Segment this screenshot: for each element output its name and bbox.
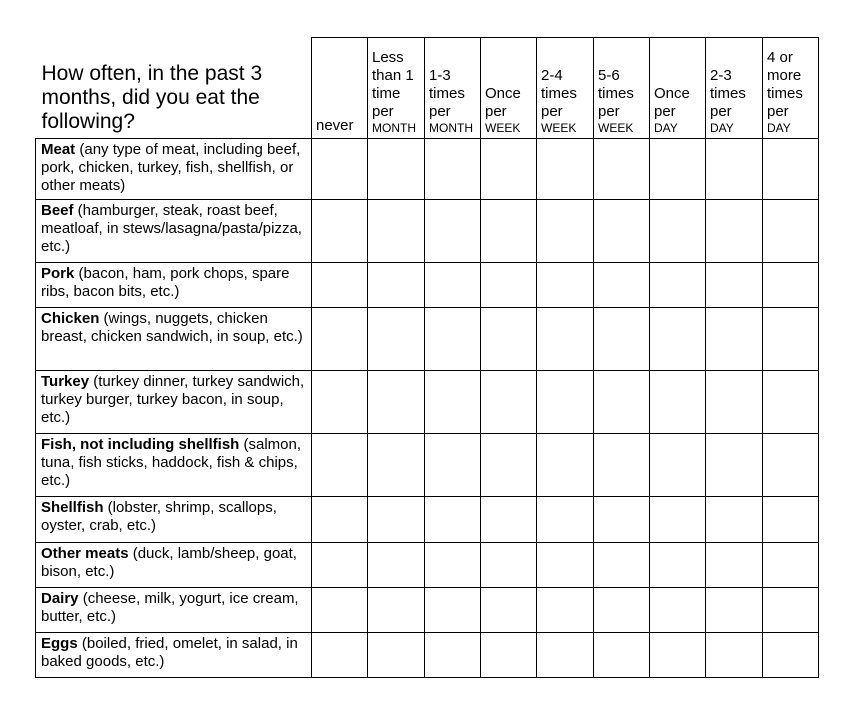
answer-cell-less-than-1-per-month[interactable]: [368, 543, 425, 588]
food-item-name: Meat: [41, 141, 76, 158]
answer-cell-5-6-per-week[interactable]: [594, 497, 650, 543]
food-item-description: (lobster, shrimp, scallops, oyster, crab, etc.): [41, 499, 277, 534]
answer-cell-once-per-week[interactable]: [481, 434, 537, 497]
food-item-description: (any type of meat, including beef, pork, chicken, turkey, fish, shellfish, or other meats): [41, 141, 301, 194]
food-item-description: (salmon, tuna, fish sticks, haddock, fish & chips, etc.): [41, 436, 302, 489]
answer-cell-once-per-week[interactable]: [481, 263, 537, 308]
answer-cell-less-than-1-per-month[interactable]: [368, 371, 425, 434]
frequency-unit: WEEK: [598, 121, 634, 135]
question-header-cell: [36, 38, 312, 139]
food-item-name: Dairy: [41, 590, 79, 607]
answer-cell-never[interactable]: [312, 633, 368, 678]
answer-cell-4-plus-per-day[interactable]: [763, 308, 819, 371]
food-item-description: (bacon, ham, pork chops, spare ribs, bacon bits, etc.): [41, 265, 290, 300]
answer-cell-never[interactable]: [312, 263, 368, 308]
frequency-header-row: [36, 38, 819, 139]
answer-cell-1-3-per-month[interactable]: [425, 139, 481, 200]
food-item-cell: [36, 497, 312, 543]
frequency-label: 2-4 times per: [541, 67, 577, 120]
answer-cell-2-4-per-week[interactable]: [537, 434, 594, 497]
frequency-label: Less than 1 time per: [372, 49, 414, 120]
food-item-description: (boiled, fried, omelet, in salad, in baked goods, etc.): [41, 635, 298, 670]
frequency-label: 1-3 times per: [429, 67, 465, 120]
answer-cell-5-6-per-week[interactable]: [594, 434, 650, 497]
answer-cell-once-per-day[interactable]: [650, 434, 706, 497]
table-row: [36, 200, 819, 263]
answer-cell-once-per-week[interactable]: [481, 371, 537, 434]
frequency-label: Once per: [485, 85, 521, 120]
answer-cell-2-4-per-week[interactable]: [537, 588, 594, 633]
answer-cell-4-plus-per-day[interactable]: [763, 263, 819, 308]
answer-cell-once-per-day[interactable]: [650, 200, 706, 263]
frequency-label: 4 or more times per: [767, 49, 803, 120]
answer-cell-once-per-day[interactable]: [650, 633, 706, 678]
answer-cell-2-3-per-day[interactable]: [706, 200, 763, 263]
table-row: [36, 371, 819, 434]
frequency-unit: DAY: [654, 121, 678, 135]
answer-cell-2-3-per-day[interactable]: [706, 497, 763, 543]
food-item-name: Pork: [41, 265, 75, 282]
food-item-cell: [36, 633, 312, 678]
answer-cell-4-plus-per-day[interactable]: [763, 371, 819, 434]
frequency-header-once-per-week: [481, 38, 537, 139]
answer-cell-5-6-per-week[interactable]: [594, 263, 650, 308]
table-row: [36, 543, 819, 588]
answer-cell-less-than-1-per-month[interactable]: [368, 434, 425, 497]
answer-cell-1-3-per-month[interactable]: [425, 263, 481, 308]
answer-cell-2-3-per-day[interactable]: [706, 263, 763, 308]
answer-cell-2-3-per-day[interactable]: [706, 633, 763, 678]
food-item-description: (hamburger, steak, roast beef, meatloaf, in stews/lasagna/pasta/pizza, etc.): [41, 202, 302, 255]
frequency-unit: MONTH: [372, 121, 416, 135]
food-item-description: (duck, lamb/sheep, goat, bison, etc.): [41, 545, 297, 580]
answer-cell-4-plus-per-day[interactable]: [763, 139, 819, 200]
answer-cell-1-3-per-month[interactable]: [425, 497, 481, 543]
answer-cell-2-3-per-day[interactable]: [706, 371, 763, 434]
food-item-description: (wings, nuggets, chicken breast, chicken sandwich, in soup, etc.): [41, 310, 303, 345]
food-item-cell: [36, 308, 312, 371]
question-title: How often, in the past 3 months, did you eat the following?: [41, 62, 263, 133]
food-item-cell: [36, 588, 312, 633]
answer-cell-1-3-per-month[interactable]: [425, 308, 481, 371]
answer-cell-once-per-day[interactable]: [650, 263, 706, 308]
answer-cell-2-4-per-week[interactable]: [537, 308, 594, 371]
answer-cell-4-plus-per-day[interactable]: [763, 497, 819, 543]
frequency-header-less-than-1-per-month: [368, 38, 425, 139]
answer-cell-2-3-per-day[interactable]: [706, 588, 763, 633]
food-item-cell: [36, 371, 312, 434]
frequency-label: never: [316, 117, 354, 134]
food-item-description: (cheese, milk, yogurt, ice cream, butter, etc.): [41, 590, 299, 625]
answer-cell-less-than-1-per-month[interactable]: [368, 497, 425, 543]
answer-cell-once-per-day[interactable]: [650, 543, 706, 588]
answer-cell-4-plus-per-day[interactable]: [763, 434, 819, 497]
table-row: [36, 434, 819, 497]
food-item-cell: [36, 543, 312, 588]
answer-cell-once-per-week[interactable]: [481, 200, 537, 263]
answer-cell-2-3-per-day[interactable]: [706, 308, 763, 371]
frequency-unit: DAY: [710, 121, 734, 135]
answer-cell-less-than-1-per-month[interactable]: [368, 588, 425, 633]
food-items-body: [36, 139, 819, 678]
answer-cell-2-3-per-day[interactable]: [706, 434, 763, 497]
answer-cell-2-4-per-week[interactable]: [537, 633, 594, 678]
answer-cell-never[interactable]: [312, 308, 368, 371]
table-row: [36, 633, 819, 678]
answer-cell-less-than-1-per-month[interactable]: [368, 308, 425, 371]
answer-cell-5-6-per-week[interactable]: [594, 308, 650, 371]
answer-cell-once-per-week[interactable]: [481, 497, 537, 543]
frequency-label: 2-3 times per: [710, 67, 746, 120]
food-item-name: Fish, not including shellfish: [41, 436, 240, 453]
answer-cell-2-4-per-week[interactable]: [537, 543, 594, 588]
food-frequency-table: [35, 37, 819, 678]
food-item-name: Shellfish: [41, 499, 104, 516]
answer-cell-less-than-1-per-month[interactable]: [368, 263, 425, 308]
food-item-description: (turkey dinner, turkey sandwich, turkey burger, turkey bacon, in soup, etc.): [41, 373, 305, 426]
answer-cell-2-3-per-day[interactable]: [706, 543, 763, 588]
answer-cell-once-per-week[interactable]: [481, 543, 537, 588]
frequency-header-2-3-per-day: [706, 38, 763, 139]
answer-cell-1-3-per-month[interactable]: [425, 543, 481, 588]
answer-cell-once-per-day[interactable]: [650, 497, 706, 543]
frequency-header-5-6-per-week: [594, 38, 650, 139]
frequency-label: Once per: [654, 85, 690, 120]
answer-cell-5-6-per-week[interactable]: [594, 588, 650, 633]
frequency-unit: DAY: [767, 121, 791, 135]
food-item-cell: [36, 200, 312, 263]
table-row: [36, 263, 819, 308]
answer-cell-4-plus-per-day[interactable]: [763, 543, 819, 588]
answer-cell-5-6-per-week[interactable]: [594, 200, 650, 263]
answer-cell-never[interactable]: [312, 497, 368, 543]
frequency-unit: MONTH: [429, 121, 473, 135]
answer-cell-never[interactable]: [312, 588, 368, 633]
food-item-name: Other meats: [41, 545, 129, 562]
table-row: [36, 588, 819, 633]
frequency-label: 5-6 times per: [598, 67, 634, 120]
answer-cell-5-6-per-week[interactable]: [594, 371, 650, 434]
answer-cell-once-per-day[interactable]: [650, 139, 706, 200]
answer-cell-1-3-per-month[interactable]: [425, 633, 481, 678]
food-item-name: Beef: [41, 202, 74, 219]
answer-cell-5-6-per-week[interactable]: [594, 543, 650, 588]
answer-cell-less-than-1-per-month[interactable]: [368, 139, 425, 200]
answer-cell-4-plus-per-day[interactable]: [763, 633, 819, 678]
answer-cell-once-per-day[interactable]: [650, 308, 706, 371]
answer-cell-once-per-week[interactable]: [481, 139, 537, 200]
answer-cell-less-than-1-per-month[interactable]: [368, 633, 425, 678]
food-item-cell: [36, 263, 312, 308]
answer-cell-1-3-per-month[interactable]: [425, 371, 481, 434]
answer-cell-1-3-per-month[interactable]: [425, 434, 481, 497]
answer-cell-once-per-day[interactable]: [650, 588, 706, 633]
answer-cell-1-3-per-month[interactable]: [425, 588, 481, 633]
answer-cell-never[interactable]: [312, 543, 368, 588]
answer-cell-once-per-week[interactable]: [481, 588, 537, 633]
answer-cell-never[interactable]: [312, 200, 368, 263]
answer-cell-never[interactable]: [312, 371, 368, 434]
frequency-unit: WEEK: [541, 121, 577, 135]
answer-cell-once-per-week[interactable]: [481, 308, 537, 371]
frequency-unit: WEEK: [485, 121, 521, 135]
frequency-header-4-plus-per-day: [763, 38, 819, 139]
food-item-cell: [36, 434, 312, 497]
food-item-name: Chicken: [41, 310, 100, 327]
answer-cell-once-per-week[interactable]: [481, 633, 537, 678]
answer-cell-2-4-per-week[interactable]: [537, 263, 594, 308]
answer-cell-2-3-per-day[interactable]: [706, 139, 763, 200]
answer-cell-4-plus-per-day[interactable]: [763, 200, 819, 263]
answer-cell-5-6-per-week[interactable]: [594, 139, 650, 200]
answer-cell-4-plus-per-day[interactable]: [763, 588, 819, 633]
table-row: [36, 308, 819, 371]
food-item-name: Turkey: [41, 373, 90, 390]
answer-cell-once-per-day[interactable]: [650, 371, 706, 434]
answer-cell-2-4-per-week[interactable]: [537, 139, 594, 200]
food-item-name: Eggs: [41, 635, 78, 652]
frequency-header-never: [312, 38, 368, 139]
answer-cell-5-6-per-week[interactable]: [594, 633, 650, 678]
answer-cell-2-4-per-week[interactable]: [537, 497, 594, 543]
frequency-header-once-per-day: [650, 38, 706, 139]
answer-cell-less-than-1-per-month[interactable]: [368, 200, 425, 263]
answer-cell-2-4-per-week[interactable]: [537, 200, 594, 263]
frequency-header-2-4-per-week: [537, 38, 594, 139]
food-item-cell: [36, 139, 312, 200]
answer-cell-1-3-per-month[interactable]: [425, 200, 481, 263]
frequency-header-1-3-per-month: [425, 38, 481, 139]
table-row: [36, 497, 819, 543]
answer-cell-2-4-per-week[interactable]: [537, 371, 594, 434]
answer-cell-never[interactable]: [312, 434, 368, 497]
answer-cell-never[interactable]: [312, 139, 368, 200]
table-row: [36, 139, 819, 200]
